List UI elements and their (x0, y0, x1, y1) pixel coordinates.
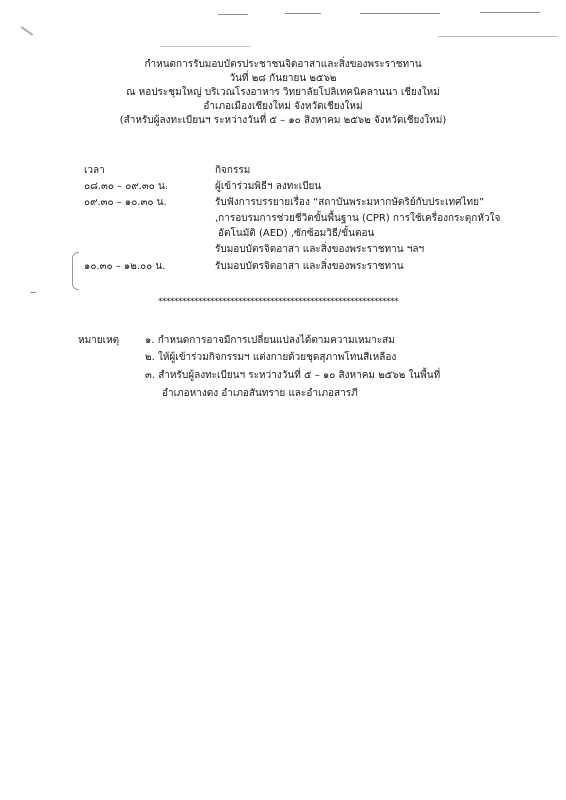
scan-mark (285, 13, 321, 14)
scan-mark (21, 26, 34, 36)
schedule-time: ๐๘.๓๐ – ๐๙.๓๐ น. (84, 181, 169, 192)
document-district: อำเภอเมืองเชียงใหม่ จังหวัดเชียงใหม่ (203, 101, 363, 112)
schedule-activity: ,การอบรมการช่วยชีวิตขั้นพื้นฐาน (CPR) การใช้เครื่องกระตุกหัวใจ (215, 213, 501, 224)
schedule-activity: รับมอบบัตรจิตอาสา และสิ่งของพระราชทาน (215, 261, 404, 272)
scan-mark (218, 14, 248, 15)
note-item: ๓. สำหรับผู้ลงทะเบียนฯ ระหว่างวันที่ ๕ – ๑๐ สิงหาคม ๒๕๖๒ ในพื้นที่ (145, 370, 441, 381)
schedule-activity: อัตโนมัติ (AED) ,ซักซ้อมวิธี/ขั้นตอน (218, 228, 375, 239)
schedule-time: ๑๐.๓๐ – ๑๒.๐๐ น. (84, 261, 166, 272)
scan-mark (160, 46, 250, 47)
note-item: ๒. ให้ผู้เข้าร่วมกิจกรรมฯ แต่งกายด้วยชุดสุภาพโทนสีเหลือง (145, 352, 397, 363)
note-item: อำเภอหางดง อำเภอสันทราย และอำเภอสารภี (162, 388, 358, 399)
note-item: ๑. กำหนดการอาจมีการเปลี่ยนแปลงได้ตามความเหมาะสม (145, 335, 395, 346)
notes-label: หมายเหตุ (78, 335, 120, 346)
separator-line: ************************************************************ (158, 297, 398, 307)
scan-mark (480, 12, 540, 13)
document-subtitle: (สำหรับผู้ลงทะเบียนฯ ระหว่างวันที่ ๕ – ๑๐ สิงหาคม ๒๕๖๒ จังหวัดเชียงใหม่) (119, 115, 447, 126)
scan-mark (30, 292, 36, 293)
schedule-activity: ผู้เข้าร่วมพิธีฯ ลงทะเบียน (215, 181, 322, 192)
schedule-activity: รับมอบบัตรจิตอาสา และสิ่งของพระราชทาน ฯลฯ (215, 244, 425, 255)
scan-bracket-mark (72, 252, 79, 290)
document-date: วันที่ ๒๘ กันยายน ๒๕๖๒ (229, 73, 337, 84)
document-title: กำหนดการรับมอบบัตรประชาชนจิตอาสาและสิ่งของพระราชทาน (144, 59, 422, 70)
scan-mark (360, 13, 440, 14)
scan-mark (438, 36, 558, 37)
time-column-header: เวลา (84, 165, 105, 176)
activity-column-header: กิจกรรม (215, 165, 251, 176)
schedule-activity: รับฟังการบรรยายเรื่อง “สถาบันพระมหากษัตริย์กับประเทศไทย” (215, 197, 485, 208)
document-venue: ณ หอประชุมใหญ่ บริเวณโรงอาหาร วิทยาลัยโปลิเทคนิคลานนา เชียงใหม่ (126, 87, 440, 98)
schedule-time: ๐๙.๓๐ – ๑๐.๓๐ น. (84, 197, 167, 208)
